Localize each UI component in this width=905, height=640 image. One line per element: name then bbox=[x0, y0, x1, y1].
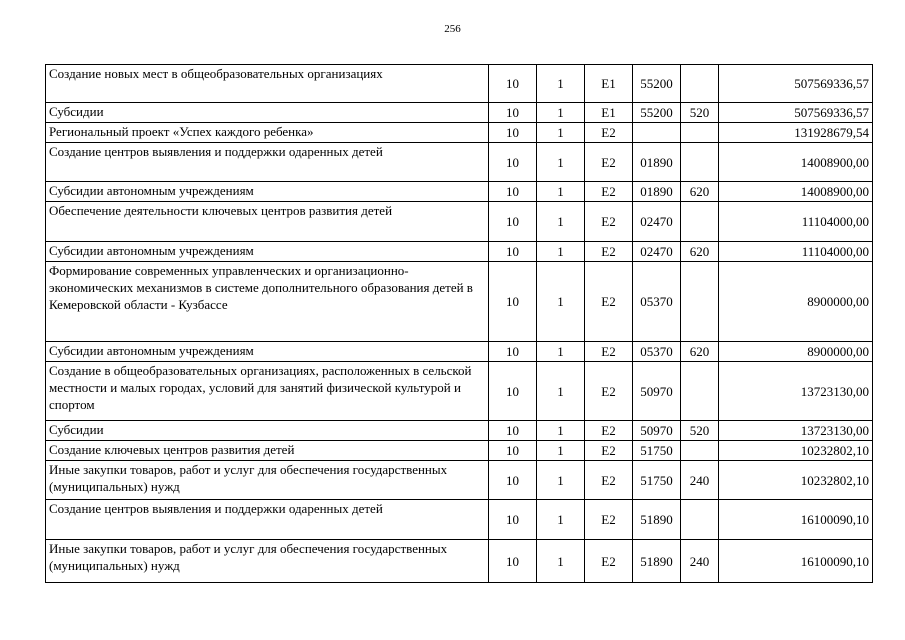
section-cell: 10 bbox=[489, 123, 537, 143]
amount-cell: 14008900,00 bbox=[719, 143, 873, 182]
amount-cell: 8900000,00 bbox=[719, 342, 873, 362]
amount-cell: 13723130,00 bbox=[719, 362, 873, 421]
program-cell: Е2 bbox=[585, 441, 633, 461]
table-row bbox=[46, 65, 873, 103]
subsection-cell: 1 bbox=[537, 362, 585, 421]
section-cell: 10 bbox=[489, 500, 537, 540]
subsection-cell: 1 bbox=[537, 143, 585, 182]
expense-type-cell: 620 bbox=[681, 342, 719, 362]
expense-type-cell: 520 bbox=[681, 103, 719, 123]
code-cell: 02470 bbox=[633, 242, 681, 262]
row-name: Субсидии автономным учреждениям bbox=[46, 242, 489, 262]
expense-type-cell: 620 bbox=[681, 182, 719, 202]
subsection-cell: 1 bbox=[537, 262, 585, 342]
expense-type-cell bbox=[681, 65, 719, 103]
table-row bbox=[46, 441, 873, 461]
section-cell: 10 bbox=[489, 242, 537, 262]
amount-cell: 11104000,00 bbox=[719, 202, 873, 242]
table-row bbox=[46, 143, 873, 182]
program-cell: Е2 bbox=[585, 242, 633, 262]
subsection-cell: 1 bbox=[537, 202, 585, 242]
expense-type-cell bbox=[681, 362, 719, 421]
row-name: Региональный проект «Успех каждого ребенка» bbox=[46, 123, 489, 143]
program-cell: Е2 bbox=[585, 262, 633, 342]
row-name: Субсидии bbox=[46, 103, 489, 123]
table-row bbox=[46, 202, 873, 242]
table-row bbox=[46, 103, 873, 123]
program-cell: Е2 bbox=[585, 202, 633, 242]
code-cell: 50970 bbox=[633, 421, 681, 441]
table-row bbox=[46, 540, 873, 583]
expense-type-cell: 240 bbox=[681, 540, 719, 583]
row-name: Субсидии автономным учреждениям bbox=[46, 342, 489, 362]
amount-cell: 507569336,57 bbox=[719, 65, 873, 103]
expense-type-cell: 240 bbox=[681, 461, 719, 500]
section-cell: 10 bbox=[489, 461, 537, 500]
amount-cell: 14008900,00 bbox=[719, 182, 873, 202]
table-row bbox=[46, 461, 873, 500]
subsection-cell: 1 bbox=[537, 123, 585, 143]
expense-type-cell: 620 bbox=[681, 242, 719, 262]
program-cell: Е2 bbox=[585, 123, 633, 143]
expense-type-cell bbox=[681, 441, 719, 461]
subsection-cell: 1 bbox=[537, 342, 585, 362]
section-cell: 10 bbox=[489, 441, 537, 461]
expense-type-cell bbox=[681, 500, 719, 540]
program-cell: Е1 bbox=[585, 103, 633, 123]
table-row bbox=[46, 182, 873, 202]
expense-type-cell bbox=[681, 262, 719, 342]
expense-type-cell bbox=[681, 202, 719, 242]
budget-table bbox=[45, 64, 873, 583]
amount-cell: 13723130,00 bbox=[719, 421, 873, 441]
section-cell: 10 bbox=[489, 182, 537, 202]
program-cell: Е2 bbox=[585, 362, 633, 421]
subsection-cell: 1 bbox=[537, 540, 585, 583]
code-cell: 51890 bbox=[633, 500, 681, 540]
table-row bbox=[46, 362, 873, 421]
code-cell: 50970 bbox=[633, 362, 681, 421]
section-cell: 10 bbox=[489, 262, 537, 342]
program-cell: Е2 bbox=[585, 342, 633, 362]
amount-cell: 11104000,00 bbox=[719, 242, 873, 262]
row-name: Субсидии bbox=[46, 421, 489, 441]
subsection-cell: 1 bbox=[537, 500, 585, 540]
section-cell: 10 bbox=[489, 421, 537, 441]
subsection-cell: 1 bbox=[537, 421, 585, 441]
code-cell: 01890 bbox=[633, 143, 681, 182]
code-cell: 51890 bbox=[633, 540, 681, 583]
expense-type-cell bbox=[681, 143, 719, 182]
table-row bbox=[46, 123, 873, 143]
amount-cell: 131928679,54 bbox=[719, 123, 873, 143]
code-cell: 55200 bbox=[633, 103, 681, 123]
row-name: Создание центров выявления и поддержки одаренных детей bbox=[46, 143, 489, 182]
amount-cell: 10232802,10 bbox=[719, 441, 873, 461]
row-name: Формирование современных управленческих и организационно-экономических механизмов в системе дополнительного образования детей в Кемеровской области - Кузбассе bbox=[46, 262, 489, 342]
row-name: Создание ключевых центров развития детей bbox=[46, 441, 489, 461]
table-row bbox=[46, 242, 873, 262]
section-cell: 10 bbox=[489, 342, 537, 362]
program-cell: Е2 bbox=[585, 540, 633, 583]
row-name: Иные закупки товаров, работ и услуг для обеспечения государственных (муниципальных) нужд bbox=[46, 540, 489, 583]
amount-cell: 507569336,57 bbox=[719, 103, 873, 123]
section-cell: 10 bbox=[489, 143, 537, 182]
amount-cell: 10232802,10 bbox=[719, 461, 873, 500]
program-cell: Е2 bbox=[585, 461, 633, 500]
row-name: Создание новых мест в общеобразовательных организациях bbox=[46, 65, 489, 103]
program-cell: Е1 bbox=[585, 65, 633, 103]
code-cell: 51750 bbox=[633, 461, 681, 500]
section-cell: 10 bbox=[489, 362, 537, 421]
subsection-cell: 1 bbox=[537, 242, 585, 262]
section-cell: 10 bbox=[489, 103, 537, 123]
subsection-cell: 1 bbox=[537, 65, 585, 103]
expense-type-cell bbox=[681, 123, 719, 143]
amount-cell: 16100090,10 bbox=[719, 500, 873, 540]
expense-type-cell: 520 bbox=[681, 421, 719, 441]
section-cell: 10 bbox=[489, 202, 537, 242]
table-row bbox=[46, 342, 873, 362]
subsection-cell: 1 bbox=[537, 182, 585, 202]
row-name: Создание в общеобразовательных организациях, расположенных в сельской местности и малых городах, условий для занятий физической культурой и спортом bbox=[46, 362, 489, 421]
code-cell: 01890 bbox=[633, 182, 681, 202]
code-cell: 05370 bbox=[633, 262, 681, 342]
row-name: Создание центров выявления и поддержки одаренных детей bbox=[46, 500, 489, 540]
subsection-cell: 1 bbox=[537, 461, 585, 500]
row-name: Иные закупки товаров, работ и услуг для обеспечения государственных (муниципальных) нужд bbox=[46, 461, 489, 500]
table-row bbox=[46, 500, 873, 540]
code-cell: 05370 bbox=[633, 342, 681, 362]
page-number: 256 bbox=[444, 23, 461, 35]
program-cell: Е2 bbox=[585, 421, 633, 441]
code-cell: 55200 bbox=[633, 65, 681, 103]
section-cell: 10 bbox=[489, 65, 537, 103]
code-cell bbox=[633, 123, 681, 143]
row-name: Обеспечение деятельности ключевых центров развития детей bbox=[46, 202, 489, 242]
program-cell: Е2 bbox=[585, 500, 633, 540]
row-name: Субсидии автономным учреждениям bbox=[46, 182, 489, 202]
program-cell: Е2 bbox=[585, 143, 633, 182]
subsection-cell: 1 bbox=[537, 441, 585, 461]
amount-cell: 16100090,10 bbox=[719, 540, 873, 583]
code-cell: 51750 bbox=[633, 441, 681, 461]
table-row bbox=[46, 262, 873, 342]
amount-cell: 8900000,00 bbox=[719, 262, 873, 342]
program-cell: Е2 bbox=[585, 182, 633, 202]
table-row bbox=[46, 421, 873, 441]
code-cell: 02470 bbox=[633, 202, 681, 242]
subsection-cell: 1 bbox=[537, 103, 585, 123]
section-cell: 10 bbox=[489, 540, 537, 583]
